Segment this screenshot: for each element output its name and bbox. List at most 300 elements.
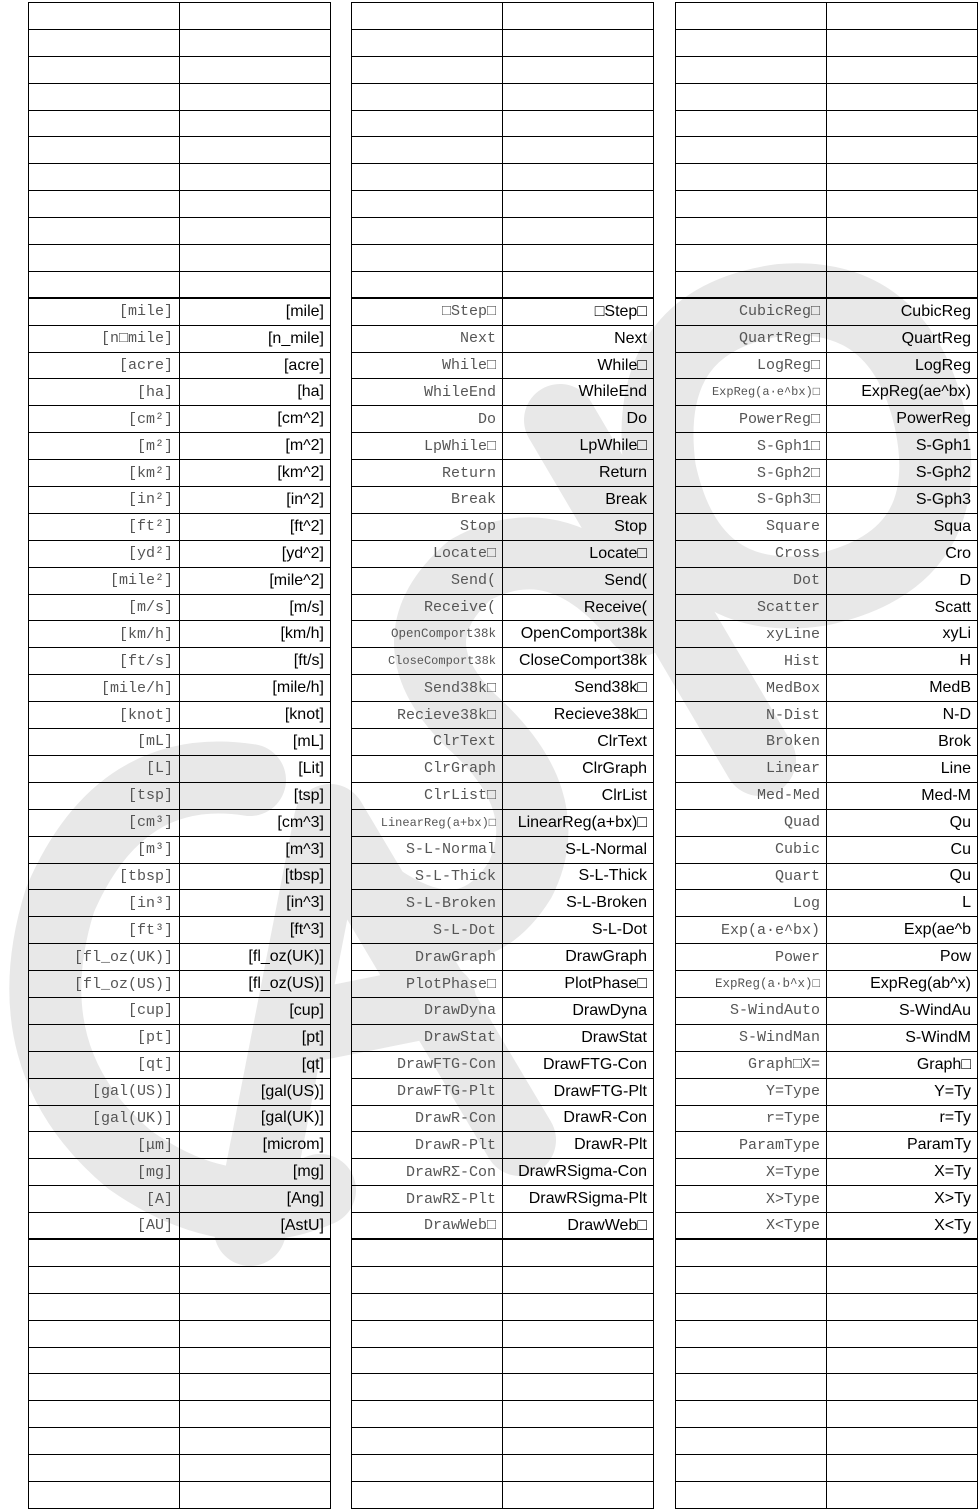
- command-cell: [L]: [29, 755, 180, 782]
- command-cell: WhileEnd: [352, 379, 503, 406]
- command-cell: LinearReg(a+bx)□: [352, 809, 503, 836]
- table-row: [29, 325, 331, 352]
- command-cell: [29, 1481, 180, 1508]
- table-row: [29, 729, 331, 756]
- command-cell: [29, 1320, 180, 1347]
- command-cell: [676, 164, 827, 191]
- command-cell: [352, 3, 503, 30]
- table-row: [352, 1239, 654, 1266]
- text-cell: [m^2]: [180, 433, 331, 460]
- text-cell: [mile^2]: [180, 567, 331, 594]
- table-row: [676, 971, 978, 998]
- command-cell: Med-Med: [676, 782, 827, 809]
- command-cell: ExpReg(a·b^x)□: [676, 971, 827, 998]
- text-cell: [827, 1428, 978, 1455]
- command-cell: [ha]: [29, 379, 180, 406]
- command-cell: Cubic: [676, 836, 827, 863]
- text-cell: [Ang]: [180, 1186, 331, 1213]
- text-cell: DrawFTG-Con: [503, 1051, 654, 1078]
- command-cell: DrawFTG-Con: [352, 1051, 503, 1078]
- text-cell: Send(: [503, 567, 654, 594]
- text-cell: [827, 1266, 978, 1293]
- command-cell: S-L-Thick: [352, 863, 503, 890]
- table-row: [676, 567, 978, 594]
- text-cell: [gal(US)]: [180, 1078, 331, 1105]
- command-cell: [676, 29, 827, 56]
- command-cell: [29, 245, 180, 272]
- table-row: [676, 944, 978, 971]
- text-cell: [180, 218, 331, 245]
- table-row: [29, 218, 331, 245]
- command-cell: [676, 1239, 827, 1266]
- text-cell: [827, 1347, 978, 1374]
- table-row: [352, 1051, 654, 1078]
- text-cell: [503, 271, 654, 298]
- table-right: [675, 2, 978, 1509]
- table-row: [352, 540, 654, 567]
- command-cell: [pt]: [29, 1024, 180, 1051]
- text-cell: MedB: [827, 675, 978, 702]
- command-cell: [352, 56, 503, 83]
- text-cell: S-L-Dot: [503, 917, 654, 944]
- command-cell: [352, 110, 503, 137]
- text-cell: LpWhile□: [503, 433, 654, 460]
- table-row: [29, 110, 331, 137]
- text-cell: [fl_oz(UK)]: [180, 944, 331, 971]
- text-cell: X<Ty: [827, 1213, 978, 1240]
- command-cell: [29, 56, 180, 83]
- text-cell: Send38k□: [503, 675, 654, 702]
- command-cell: Square: [676, 513, 827, 540]
- command-cell: [352, 191, 503, 218]
- table-row: [676, 836, 978, 863]
- command-cell: [676, 1481, 827, 1508]
- command-cell: [352, 1401, 503, 1428]
- text-cell: [180, 3, 331, 30]
- table-row: [676, 1132, 978, 1159]
- text-cell: DrawGraph: [503, 944, 654, 971]
- text-cell: [180, 137, 331, 164]
- text-cell: [827, 245, 978, 272]
- text-cell: S-Gph3: [827, 487, 978, 514]
- table-row: [352, 863, 654, 890]
- text-cell: [gal(UK)]: [180, 1105, 331, 1132]
- table-row: [676, 1401, 978, 1428]
- text-cell: S-WindM: [827, 1024, 978, 1051]
- text-cell: Qu: [827, 809, 978, 836]
- command-cell: Stop: [352, 513, 503, 540]
- text-cell: [180, 110, 331, 137]
- table-row: [352, 110, 654, 137]
- table-row: [352, 944, 654, 971]
- text-cell: Do: [503, 406, 654, 433]
- table-row: [676, 1320, 978, 1347]
- text-cell: [180, 1374, 331, 1401]
- text-cell: ClrGraph: [503, 755, 654, 782]
- table-row: [29, 513, 331, 540]
- command-cell: ClrText: [352, 729, 503, 756]
- text-cell: DrawFTG-Plt: [503, 1078, 654, 1105]
- table-row: [352, 137, 654, 164]
- table-row: [352, 621, 654, 648]
- command-cell: [tsp]: [29, 782, 180, 809]
- text-cell: S-L-Thick: [503, 863, 654, 890]
- command-cell: [29, 1293, 180, 1320]
- table-row: [29, 298, 331, 325]
- table-row: [29, 917, 331, 944]
- command-cell: [acre]: [29, 352, 180, 379]
- text-cell: Next: [503, 325, 654, 352]
- text-cell: [Lit]: [180, 755, 331, 782]
- command-cell: [gal(US)]: [29, 1078, 180, 1105]
- command-cell: [mL]: [29, 729, 180, 756]
- text-cell: [180, 83, 331, 110]
- table-row: [352, 1186, 654, 1213]
- text-cell: S-Gph1: [827, 433, 978, 460]
- table-row: [29, 567, 331, 594]
- text-cell: [mile]: [180, 298, 331, 325]
- command-cell: [qt]: [29, 1051, 180, 1078]
- table-row: [29, 675, 331, 702]
- command-cell: [cup]: [29, 997, 180, 1024]
- command-cell: PowerReg□: [676, 406, 827, 433]
- table-row: [676, 1051, 978, 1078]
- command-cell: Y=Type: [676, 1078, 827, 1105]
- text-cell: [180, 245, 331, 272]
- table-row: [352, 836, 654, 863]
- table-row: [352, 971, 654, 998]
- command-cell: DrawGraph: [352, 944, 503, 971]
- table-row: [676, 863, 978, 890]
- table-row: [352, 406, 654, 433]
- command-cell: Hist: [676, 648, 827, 675]
- table-row: [676, 997, 978, 1024]
- table-row: [352, 729, 654, 756]
- command-cell: [352, 245, 503, 272]
- table-row: [676, 487, 978, 514]
- table-row: [29, 1239, 331, 1266]
- text-cell: Med-M: [827, 782, 978, 809]
- command-cell: MedBox: [676, 675, 827, 702]
- command-cell: [676, 83, 827, 110]
- text-cell: Qu: [827, 863, 978, 890]
- command-cell: r=Type: [676, 1105, 827, 1132]
- command-cell: [yd²]: [29, 540, 180, 567]
- table-row: [676, 110, 978, 137]
- table-row: [29, 1374, 331, 1401]
- text-cell: [km^2]: [180, 460, 331, 487]
- command-cell: [in³]: [29, 890, 180, 917]
- table-row: [352, 917, 654, 944]
- text-cell: [180, 1266, 331, 1293]
- table-row: [676, 1266, 978, 1293]
- table-row: [352, 997, 654, 1024]
- text-cell: ClrList: [503, 782, 654, 809]
- text-cell: QuartReg: [827, 325, 978, 352]
- table-row: [676, 1186, 978, 1213]
- command-cell: ExpReg(a·e^bx)□: [676, 379, 827, 406]
- table-row: [676, 917, 978, 944]
- table-row: [352, 3, 654, 30]
- table-row: [29, 433, 331, 460]
- command-cell: [km²]: [29, 460, 180, 487]
- command-cell: X>Type: [676, 1186, 827, 1213]
- command-cell: [676, 1347, 827, 1374]
- table-row: [352, 594, 654, 621]
- table-row: [29, 1428, 331, 1455]
- table-row: [29, 755, 331, 782]
- command-cell: [352, 164, 503, 191]
- text-cell: [180, 1481, 331, 1508]
- command-cell: Broken: [676, 729, 827, 756]
- text-cell: [mile/h]: [180, 675, 331, 702]
- command-cell: [676, 56, 827, 83]
- table-row: [352, 164, 654, 191]
- command-cell: ClrGraph: [352, 755, 503, 782]
- text-cell: [503, 56, 654, 83]
- table-row: [352, 567, 654, 594]
- table-row: [29, 594, 331, 621]
- table-row: [352, 245, 654, 272]
- table-row: [352, 325, 654, 352]
- command-cell: [29, 271, 180, 298]
- table-row: [676, 379, 978, 406]
- text-cell: [180, 1455, 331, 1482]
- text-cell: ExpReg(ae^bx): [827, 379, 978, 406]
- text-cell: D: [827, 567, 978, 594]
- table-row: [29, 1293, 331, 1320]
- text-cell: PlotPhase□: [503, 971, 654, 998]
- table-row: [352, 56, 654, 83]
- command-cell: [ft/s]: [29, 648, 180, 675]
- table-row: [676, 729, 978, 756]
- table-row: [29, 3, 331, 30]
- command-cell: [676, 218, 827, 245]
- command-cell: [352, 29, 503, 56]
- table-row: [352, 513, 654, 540]
- command-cell: [mile/h]: [29, 675, 180, 702]
- text-cell: [827, 1239, 978, 1266]
- table-row: [352, 1132, 654, 1159]
- text-cell: [tbsp]: [180, 863, 331, 890]
- command-cell: Log: [676, 890, 827, 917]
- text-cell: [180, 29, 331, 56]
- table-row: [676, 702, 978, 729]
- command-cell: S-WindAuto: [676, 997, 827, 1024]
- table-row: [352, 1159, 654, 1186]
- table-row: [676, 352, 978, 379]
- text-cell: [827, 218, 978, 245]
- text-cell: N-D: [827, 702, 978, 729]
- command-cell: [676, 1374, 827, 1401]
- command-cell: [in²]: [29, 487, 180, 514]
- text-cell: [mg]: [180, 1159, 331, 1186]
- command-cell: [mile²]: [29, 567, 180, 594]
- table-row: [676, 83, 978, 110]
- text-cell: [tsp]: [180, 782, 331, 809]
- command-cell: [352, 1320, 503, 1347]
- text-cell: xyLi: [827, 621, 978, 648]
- table-row: [352, 29, 654, 56]
- command-cell: [knot]: [29, 702, 180, 729]
- table-row: [676, 890, 978, 917]
- table-row: [352, 1374, 654, 1401]
- table-row: [676, 1293, 978, 1320]
- command-cell: S-Gph3□: [676, 487, 827, 514]
- text-cell: [180, 1401, 331, 1428]
- table-row: [352, 1481, 654, 1508]
- table-row: [676, 1481, 978, 1508]
- command-cell: Recieve38k□: [352, 702, 503, 729]
- table-row: [352, 1428, 654, 1455]
- command-cell: Quad: [676, 809, 827, 836]
- command-cell: Locate□: [352, 540, 503, 567]
- command-cell: Dot: [676, 567, 827, 594]
- command-cell: DrawStat: [352, 1024, 503, 1051]
- command-cell: While□: [352, 352, 503, 379]
- table-row: [29, 971, 331, 998]
- text-cell: [503, 83, 654, 110]
- command-cell: [352, 1481, 503, 1508]
- table-row: [29, 406, 331, 433]
- command-cell: [676, 191, 827, 218]
- command-cell: [352, 83, 503, 110]
- command-cell: [676, 1320, 827, 1347]
- table-row: [29, 702, 331, 729]
- text-cell: [acre]: [180, 352, 331, 379]
- text-cell: [knot]: [180, 702, 331, 729]
- text-cell: OpenComport38k: [503, 621, 654, 648]
- table-row: [676, 298, 978, 325]
- command-cell: ClrList□: [352, 782, 503, 809]
- table-row: [676, 1428, 978, 1455]
- text-cell: [827, 110, 978, 137]
- text-cell: ExpReg(ab^x): [827, 971, 978, 998]
- table-row: [676, 271, 978, 298]
- text-cell: Brok: [827, 729, 978, 756]
- command-cell: Cross: [676, 540, 827, 567]
- table-row: [29, 29, 331, 56]
- table-row: [29, 245, 331, 272]
- command-cell: DrawWeb□: [352, 1213, 503, 1240]
- command-cell: [352, 271, 503, 298]
- table-row: [352, 1455, 654, 1482]
- command-cell: [676, 137, 827, 164]
- command-cell: ParamType: [676, 1132, 827, 1159]
- command-cell: [676, 1266, 827, 1293]
- text-cell: Squa: [827, 513, 978, 540]
- table-row: [352, 1293, 654, 1320]
- table-row: [352, 218, 654, 245]
- table-row: [29, 352, 331, 379]
- text-cell: [827, 271, 978, 298]
- table-row: [29, 1159, 331, 1186]
- table-row: [676, 755, 978, 782]
- text-cell: [503, 1428, 654, 1455]
- text-cell: DrawRSigma-Con: [503, 1159, 654, 1186]
- command-cell: X=Type: [676, 1159, 827, 1186]
- text-cell: [180, 1428, 331, 1455]
- table-row: [676, 245, 978, 272]
- text-cell: [180, 1347, 331, 1374]
- command-cell: [29, 83, 180, 110]
- command-cell: [29, 164, 180, 191]
- table-row: [29, 944, 331, 971]
- command-cell: S-Gph2□: [676, 460, 827, 487]
- text-cell: Y=Ty: [827, 1078, 978, 1105]
- text-cell: [180, 164, 331, 191]
- text-cell: [180, 271, 331, 298]
- text-cell: [180, 1239, 331, 1266]
- text-cell: [pt]: [180, 1024, 331, 1051]
- text-cell: Stop: [503, 513, 654, 540]
- text-cell: [827, 29, 978, 56]
- table-row: [352, 271, 654, 298]
- text-cell: [503, 1293, 654, 1320]
- command-cell: [ft²]: [29, 513, 180, 540]
- text-cell: [827, 191, 978, 218]
- command-cell: PlotPhase□: [352, 971, 503, 998]
- text-cell: [827, 1401, 978, 1428]
- table-row: [29, 487, 331, 514]
- command-cell: S-L-Dot: [352, 917, 503, 944]
- command-cell: [352, 137, 503, 164]
- table-row: [352, 487, 654, 514]
- table-row: [676, 1105, 978, 1132]
- table-row: [676, 29, 978, 56]
- table-row: [352, 460, 654, 487]
- command-cell: [676, 1401, 827, 1428]
- text-cell: Line: [827, 755, 978, 782]
- command-cell: S-L-Normal: [352, 836, 503, 863]
- command-cell: S-Gph1□: [676, 433, 827, 460]
- text-cell: [cup]: [180, 997, 331, 1024]
- text-cell: [503, 1347, 654, 1374]
- command-cell: [352, 1347, 503, 1374]
- table-row: [29, 648, 331, 675]
- table-row: [676, 782, 978, 809]
- text-cell: [503, 245, 654, 272]
- command-cell: [29, 1374, 180, 1401]
- text-cell: DrawWeb□: [503, 1213, 654, 1240]
- command-cell: [352, 1374, 503, 1401]
- command-cell: Receive(: [352, 594, 503, 621]
- table-row: [676, 675, 978, 702]
- text-cell: [827, 164, 978, 191]
- text-cell: Recieve38k□: [503, 702, 654, 729]
- table-row: [352, 83, 654, 110]
- table-row: [352, 1024, 654, 1051]
- text-cell: [n_mile]: [180, 325, 331, 352]
- text-cell: [ha]: [180, 379, 331, 406]
- text-cell: L: [827, 890, 978, 917]
- command-cell: [29, 1239, 180, 1266]
- command-cell: [676, 3, 827, 30]
- text-cell: Graph□: [827, 1051, 978, 1078]
- table-row: [29, 1347, 331, 1374]
- command-cell: [676, 1455, 827, 1482]
- command-cell: [km/h]: [29, 621, 180, 648]
- table-row: [29, 1024, 331, 1051]
- text-cell: S-Gph2: [827, 460, 978, 487]
- table-row: [352, 433, 654, 460]
- command-cell: [tbsp]: [29, 863, 180, 890]
- table-row: [352, 890, 654, 917]
- command-cell: DrawDyna: [352, 997, 503, 1024]
- table-row: [352, 379, 654, 406]
- command-cell: [cm³]: [29, 809, 180, 836]
- command-cell: DrawRΣ-Plt: [352, 1186, 503, 1213]
